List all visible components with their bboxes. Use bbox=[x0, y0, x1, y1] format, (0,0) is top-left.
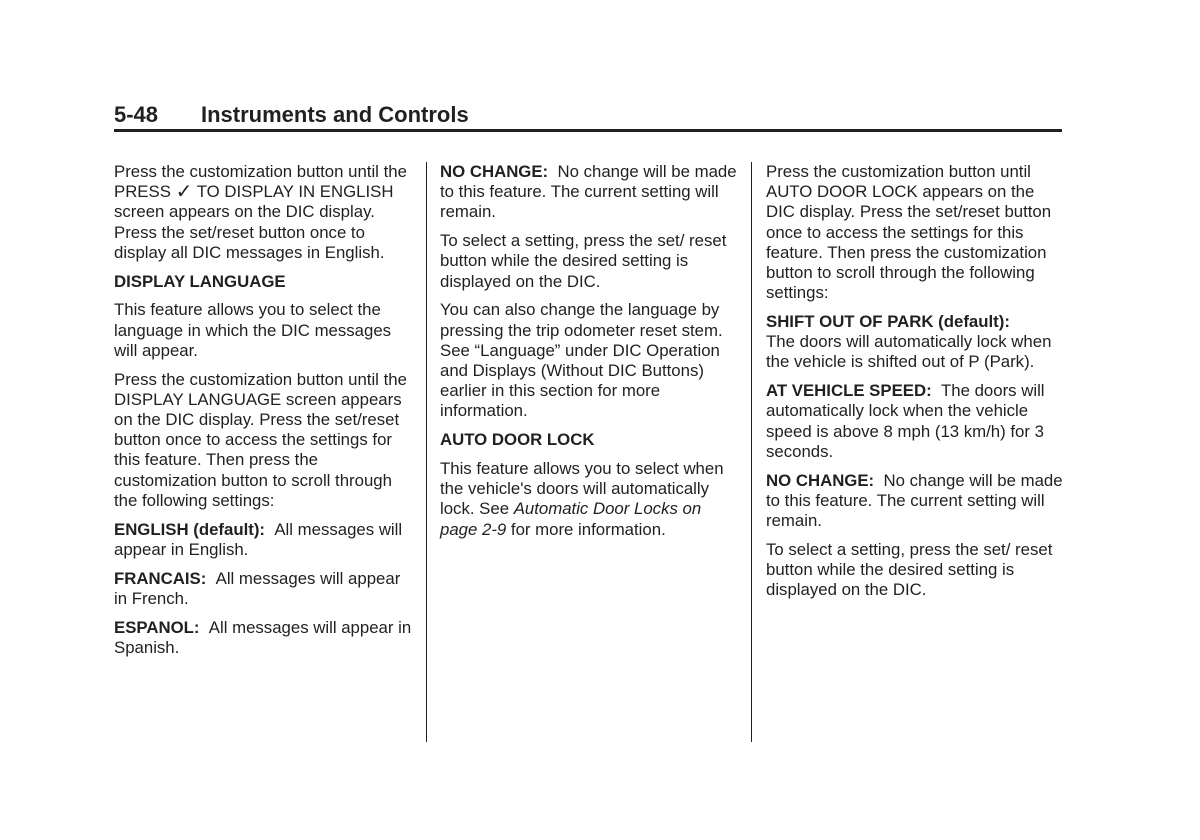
setting-shift-out-of-park: SHIFT OUT OF PARK (default): The doors will automatically lock when the vehicle is shifted out of P (Park). bbox=[766, 312, 1052, 372]
column-divider bbox=[426, 162, 427, 742]
page-header bbox=[114, 102, 1062, 128]
setting-at-vehicle-speed: AT VEHICLE SPEED: The doors will automatically lock when the vehicle speed is above 8 mph (13 km/h) for 3 seconds. bbox=[766, 381, 1045, 461]
paragraph-feature-language: This feature allows you to select the language in which the DIC messages will appear. bbox=[114, 300, 392, 360]
paragraph-press-auto-door-lock: Press the customization button until AUTO DOOR LOCK appears on the DIC display. Press the set/reset button once to access the settings for this feature. Then press the customization button to scroll through the following settings: bbox=[766, 162, 1052, 303]
paragraph-change-language: You can also change the language by pressing the trip odometer reset stem. See “Language” under DIC Operation and Displays (Without DIC Buttons) earlier in this section for more information. bbox=[440, 300, 723, 421]
setting-english: ENGLISH (default): All messages will appear in English. bbox=[114, 519, 403, 559]
setting-francais: FRANCAIS: All messages will appear in French. bbox=[114, 568, 401, 608]
header-rule bbox=[114, 129, 1062, 132]
setting-no-change: NO CHANGE: No change will be made to this feature. The current setting will remain. bbox=[440, 162, 737, 222]
paragraph-select-setting: To select a setting, press the set/ reset button while the desired setting is displayed on the DIC. bbox=[766, 539, 1053, 600]
column-3 bbox=[766, 162, 1064, 609]
paragraph-press-display-language: Press the customization button until the DISPLAY LANGUAGE screen appears on the DIC display. Press the set/reset button once to access the settings for this feature. Then press the customization button to scroll through the following settings: bbox=[114, 369, 407, 510]
checkmark-icon: ✓ bbox=[175, 181, 193, 204]
paragraph-select-setting: To select a setting, press the set/ reset button while the desired setting is displayed on the DIC. bbox=[440, 231, 727, 291]
paragraph-auto-door-lock-feature: This feature allows you to select when the vehicle's doors will automatically lock. See Automatic Door Locks on page 2-9 for more information. bbox=[440, 459, 724, 539]
heading-auto-door-lock: AUTO DOOR LOCK bbox=[440, 430, 595, 450]
column-divider bbox=[751, 162, 752, 742]
section-title: Instruments and Controls bbox=[201, 102, 469, 127]
column-2 bbox=[440, 162, 738, 548]
column-1 bbox=[114, 162, 414, 667]
page-number: 5-48 bbox=[114, 102, 159, 127]
setting-espanol: ESPANOL: All messages will appear in Spanish. bbox=[114, 617, 412, 657]
heading-display-language: DISPLAY LANGUAGE bbox=[114, 271, 286, 291]
setting-no-change: NO CHANGE: No change will be made to this feature. The current setting will remain. bbox=[766, 470, 1063, 531]
paragraph-press-customization: Press the customization button until the PRESS ✓ TO DISPLAY IN ENGLISH screen appears on the DIC display. Press the set/reset button once to display all DIC messages in English. bbox=[114, 162, 407, 262]
cross-reference: Automatic Door Locks on page 2-9 bbox=[440, 499, 702, 539]
